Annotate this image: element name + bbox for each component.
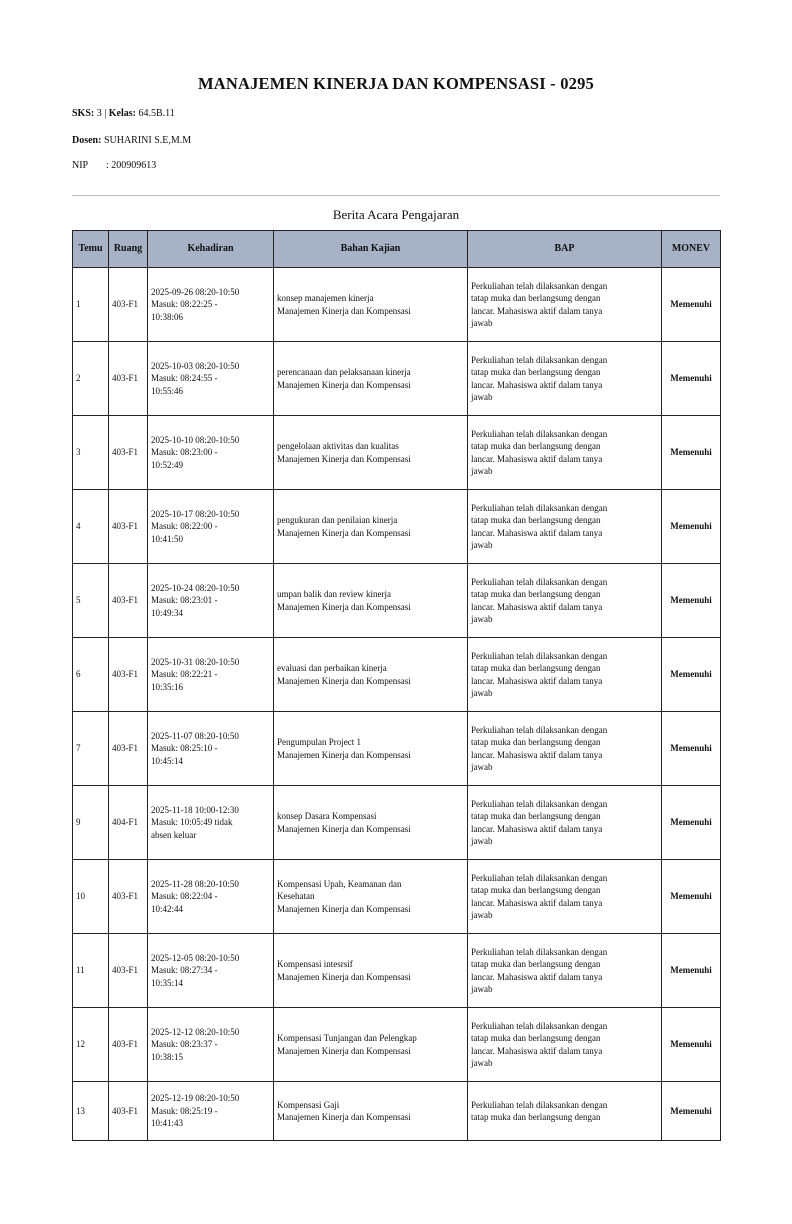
table-row	[73, 786, 721, 860]
monev-cell: Memenuhi	[662, 638, 721, 712]
ruang-cell: 404-F1	[109, 786, 148, 860]
bap-cell-line: tatap muka dan berlangsung dengan	[471, 811, 601, 821]
dosen-value: SUHARINI S.E,M.M	[103, 135, 192, 146]
bahan-kajian-cell-line: evaluasi dan perbaikan kinerja	[277, 663, 387, 673]
kehadiran-cell	[148, 1082, 274, 1141]
bap-cell-line: lancar. Mahasiswa aktif dalam tanya	[471, 897, 603, 908]
column-header-ruang: Ruang	[109, 231, 148, 268]
kehadiran-cell-line: 10:38:06	[151, 311, 184, 322]
bap-cell-line: jawab	[471, 1058, 493, 1068]
kehadiran-cell	[148, 786, 274, 860]
temu-cell: 7	[73, 712, 109, 786]
monev-cell: Memenuhi	[662, 1082, 721, 1141]
bap-cell-line: lancar. Mahasiswa aktif dalam tanya	[471, 601, 603, 612]
bap-cell-line: lancar. Mahasiswa aktif dalam tanya	[471, 379, 603, 390]
monev-cell: Memenuhi	[662, 268, 721, 342]
ruang-cell: 403-F1	[109, 416, 148, 490]
bahan-kajian-cell-line: pengukuran dan penilaian kinerja	[277, 515, 398, 525]
bap-cell-line: lancar. Mahasiswa aktif dalam tanya	[471, 453, 603, 464]
kehadiran-cell-line: Masuk: 08:27:34 -	[151, 965, 218, 976]
kehadiran-cell	[148, 934, 274, 1008]
nip-label: NIP	[72, 160, 89, 171]
bap-cell-line: lancar. Mahasiswa aktif dalam tanya	[471, 527, 603, 538]
bap-cell-line: Perkuliahan telah dilaksankan dengan	[471, 428, 608, 439]
bap-cell-line: lancar. Mahasiswa aktif dalam tanya	[471, 1045, 603, 1056]
bap-cell-line: Perkuliahan telah dilaksankan dengan	[471, 576, 608, 587]
kehadiran-cell-line: 2025-09-26 08:20-10:50	[151, 286, 240, 297]
ruang-cell: 403-F1	[109, 342, 148, 416]
bap-cell	[468, 268, 662, 342]
ruang-cell: 403-F1	[109, 712, 148, 786]
bap-cell-line: lancar. Mahasiswa aktif dalam tanya	[471, 675, 603, 686]
kelas-value: 64.5B.11	[138, 108, 175, 119]
bap-cell	[468, 342, 662, 416]
bahan-kajian-cell-line: konsep manajemen kinerja	[277, 293, 374, 303]
bap-cell-line: Perkuliahan telah dilaksankan dengan	[471, 502, 608, 513]
bap-cell-line: tatap muka dan berlangsung dengan	[471, 1033, 601, 1043]
temu-cell: 3	[73, 416, 109, 490]
kehadiran-cell-line: Masuk: 10:05:49 tidak	[151, 817, 233, 828]
nip-meta	[72, 160, 156, 171]
kehadiran-cell	[148, 860, 274, 934]
bap-cell	[468, 416, 662, 490]
bap-cell-line: tatap muka dan berlangsung dengan	[471, 885, 601, 895]
bahan-kajian-cell-line: perencanaan dan pelaksanaan kinerja	[277, 367, 411, 377]
temu-cell: 12	[73, 1008, 109, 1082]
table-row	[73, 268, 721, 342]
temu-cell: 1	[73, 268, 109, 342]
bap-cell-line: jawab	[471, 910, 493, 920]
bahan-kajian-cell-line: Kompensasi Upah, Keamanan dan	[277, 878, 402, 889]
kehadiran-cell-line: 10:52:49	[151, 459, 184, 470]
bahan-kajian-cell-line: Manajemen Kinerja dan Kompensasi	[277, 305, 411, 316]
monev-cell: Memenuhi	[662, 860, 721, 934]
temu-cell: 13	[73, 1082, 109, 1141]
kehadiran-cell-line: Masuk: 08:23:01 -	[151, 595, 218, 606]
monev-cell: Memenuhi	[662, 564, 721, 638]
kehadiran-cell-line: 2025-12-12 08:20-10:50	[151, 1026, 240, 1037]
kehadiran-cell-line: 2025-11-28 08:20-10:50	[151, 878, 239, 889]
monev-cell: Memenuhi	[662, 1008, 721, 1082]
bap-cell	[468, 712, 662, 786]
bap-cell-line: Perkuliahan telah dilaksankan dengan	[471, 872, 608, 883]
kehadiran-cell-line: 2025-12-05 08:20-10:50	[151, 952, 240, 963]
kehadiran-cell-line: 10:42:44	[151, 903, 184, 914]
table-row	[73, 416, 721, 490]
kehadiran-cell-line: 2025-11-18 10:00-12:30	[151, 804, 239, 815]
column-header-bahan-kajian: Bahan Kajian	[274, 231, 468, 268]
bap-cell-line: tatap muka dan berlangsung dengan	[471, 1112, 601, 1122]
bahan-kajian-cell	[274, 638, 468, 712]
bap-cell	[468, 860, 662, 934]
bap-cell-line: jawab	[471, 466, 493, 476]
kehadiran-cell-line: Masuk: 08:22:04 -	[151, 891, 218, 902]
bap-cell	[468, 490, 662, 564]
temu-cell: 2	[73, 342, 109, 416]
kehadiran-cell-line: Masuk: 08:24:55 -	[151, 373, 218, 384]
kehadiran-cell-line: 2025-10-03 08:20-10:50	[151, 360, 240, 371]
kehadiran-cell-line: 2025-11-07 08:20-10:50	[151, 730, 239, 741]
lecturer-meta	[72, 135, 191, 146]
kehadiran-cell	[148, 416, 274, 490]
table-row	[73, 638, 721, 712]
bap-cell-line: Perkuliahan telah dilaksankan dengan	[471, 946, 608, 957]
bahan-kajian-cell-line: Kesehatan	[277, 891, 315, 902]
kehadiran-cell-line: 10:35:16	[151, 681, 184, 692]
kehadiran-cell	[148, 490, 274, 564]
kehadiran-cell	[148, 268, 274, 342]
bahan-kajian-cell-line: Kompensasi intesrsif	[277, 959, 353, 969]
kehadiran-cell	[148, 564, 274, 638]
column-header-bap: BAP	[468, 231, 662, 268]
bap-cell	[468, 638, 662, 712]
bahan-kajian-cell	[274, 564, 468, 638]
bap-cell-line: lancar. Mahasiswa aktif dalam tanya	[471, 749, 603, 760]
kehadiran-cell-line: 10:45:14	[151, 755, 184, 766]
bap-cell-line: jawab	[471, 614, 493, 624]
temu-cell: 6	[73, 638, 109, 712]
temu-cell: 10	[73, 860, 109, 934]
monev-cell: Memenuhi	[662, 342, 721, 416]
bahan-kajian-cell-line: Manajemen Kinerja dan Kompensasi	[277, 601, 411, 612]
bap-cell-line: Perkuliahan telah dilaksankan dengan	[471, 798, 608, 809]
kehadiran-cell-line: 10:49:34	[151, 607, 184, 618]
bap-cell-line: jawab	[471, 688, 493, 698]
kehadiran-cell-line: absen keluar	[151, 829, 197, 840]
kehadiran-cell	[148, 1008, 274, 1082]
kehadiran-cell-line: Masuk: 08:22:00 -	[151, 521, 218, 532]
ruang-cell: 403-F1	[109, 860, 148, 934]
sks-value: 3	[96, 108, 102, 119]
table-row	[73, 712, 721, 786]
bahan-kajian-cell	[274, 416, 468, 490]
bahan-kajian-cell	[274, 786, 468, 860]
kehadiran-cell-line: 2025-12-19 08:20-10:50	[151, 1093, 240, 1104]
bap-cell-line: Perkuliahan telah dilaksankan dengan	[471, 280, 608, 291]
bahan-kajian-cell	[274, 712, 468, 786]
kehadiran-cell-line: Masuk: 08:25:19 -	[151, 1105, 218, 1116]
bap-cell-line: tatap muka dan berlangsung dengan	[471, 589, 601, 599]
bap-cell-line: tatap muka dan berlangsung dengan	[471, 441, 601, 451]
document-title: MANAJEMEN KINERJA DAN KOMPENSASI - 0295	[197, 74, 595, 93]
ruang-cell: 403-F1	[109, 1082, 148, 1141]
nip-value: : 200909613	[106, 160, 157, 171]
bap-cell-line: Perkuliahan telah dilaksankan dengan	[471, 724, 608, 735]
kehadiran-cell-line: Masuk: 08:23:37 -	[151, 1039, 218, 1050]
bap-cell	[468, 934, 662, 1008]
bap-cell-line: jawab	[471, 984, 493, 994]
temu-cell: 4	[73, 490, 109, 564]
ruang-cell: 403-F1	[109, 1008, 148, 1082]
monev-cell: Memenuhi	[662, 786, 721, 860]
kehadiran-cell-line: 10:41:43	[151, 1118, 184, 1129]
kehadiran-cell-line: 10:38:15	[151, 1051, 184, 1062]
bahan-kajian-cell-line: Kompensasi Gaji	[277, 1099, 340, 1110]
bap-cell	[468, 564, 662, 638]
bap-cell-line: tatap muka dan berlangsung dengan	[471, 737, 601, 747]
bahan-kajian-cell-line: Manajemen Kinerja dan Kompensasi	[277, 453, 411, 464]
bap-cell-line: jawab	[471, 540, 493, 550]
kehadiran-cell-line: 10:41:50	[151, 533, 184, 544]
kehadiran-cell-line: Masuk: 08:22:25 -	[151, 299, 218, 310]
bap-cell-line: tatap muka dan berlangsung dengan	[471, 293, 601, 303]
bap-cell-line: lancar. Mahasiswa aktif dalam tanya	[471, 305, 603, 316]
temu-cell: 11	[73, 934, 109, 1008]
bap-cell-line: tatap muka dan berlangsung dengan	[471, 663, 601, 673]
table-body	[73, 268, 721, 1141]
kehadiran-cell	[148, 712, 274, 786]
bap-cell-line: Perkuliahan telah dilaksankan dengan	[471, 1020, 608, 1031]
bap-cell-line: jawab	[471, 318, 493, 328]
bahan-kajian-cell-line: Manajemen Kinerja dan Kompensasi	[277, 823, 411, 834]
bap-cell-line: tatap muka dan berlangsung dengan	[471, 959, 601, 969]
bahan-kajian-cell-line: Manajemen Kinerja dan Kompensasi	[277, 675, 411, 686]
bahan-kajian-cell	[274, 934, 468, 1008]
bap-cell	[468, 786, 662, 860]
table-row	[73, 934, 721, 1008]
kehadiran-cell-line: Masuk: 08:25:10 -	[151, 743, 218, 754]
bap-cell-line: jawab	[471, 762, 493, 772]
bahan-kajian-cell	[274, 490, 468, 564]
kelas-label: Kelas:	[108, 108, 136, 119]
bahan-kajian-cell-line: umpan balik dan review kinerja	[277, 589, 391, 599]
teaching-report-table	[72, 230, 721, 1141]
bahan-kajian-cell-line: Manajemen Kinerja dan Kompensasi	[277, 379, 411, 390]
bap-cell	[468, 1008, 662, 1082]
table-row	[73, 564, 721, 638]
bahan-kajian-cell-line: Manajemen Kinerja dan Kompensasi	[277, 903, 411, 914]
kehadiran-cell-line: Masuk: 08:22:21 -	[151, 669, 218, 680]
bahan-kajian-cell	[274, 860, 468, 934]
table-header-row	[73, 231, 721, 268]
ruang-cell: 403-F1	[109, 268, 148, 342]
bahan-kajian-cell-line: Manajemen Kinerja dan Kompensasi	[277, 527, 411, 538]
bap-cell-line: tatap muka dan berlangsung dengan	[471, 515, 601, 525]
bap-cell-line: Perkuliahan telah dilaksankan dengan	[471, 1099, 608, 1110]
kehadiran-cell-line: Masuk: 08:23:00 -	[151, 447, 218, 458]
bap-cell-line: Perkuliahan telah dilaksankan dengan	[471, 354, 608, 365]
bap-cell-line: jawab	[471, 392, 493, 402]
bahan-kajian-cell	[274, 268, 468, 342]
kehadiran-cell-line: 2025-10-17 08:20-10:50	[151, 508, 240, 519]
bap-cell-line: lancar. Mahasiswa aktif dalam tanya	[471, 823, 603, 834]
kehadiran-cell	[148, 638, 274, 712]
bahan-kajian-cell-line: pengelolaan aktivitas dan kualitas	[277, 441, 399, 451]
bap-cell-line: lancar. Mahasiswa aktif dalam tanya	[471, 971, 603, 982]
table-row	[73, 490, 721, 564]
table-row	[73, 860, 721, 934]
bap-cell-line: Perkuliahan telah dilaksankan dengan	[471, 650, 608, 661]
bahan-kajian-cell	[274, 1082, 468, 1141]
table-row	[73, 1082, 721, 1141]
column-header-kehadiran: Kehadiran	[148, 231, 274, 268]
column-header-monev: MONEV	[662, 231, 721, 268]
temu-cell: 9	[73, 786, 109, 860]
bahan-kajian-cell-line: Manajemen Kinerja dan Kompensasi	[277, 971, 411, 982]
table-row	[73, 1008, 721, 1082]
monev-cell: Memenuhi	[662, 490, 721, 564]
column-header-temu: Temu	[73, 231, 109, 268]
section-title: Berita Acara Pengajaran	[332, 207, 460, 222]
divider	[72, 195, 720, 196]
course-meta: SKS: 3 | Kelas: 64.5B.11	[72, 108, 175, 119]
sks-label: SKS:	[72, 108, 95, 119]
kehadiran-cell-line: 10:35:14	[151, 977, 184, 988]
kehadiran-cell	[148, 342, 274, 416]
bap-cell-line: jawab	[471, 836, 493, 846]
bahan-kajian-cell-line: Kompensasi Tunjangan dan Pelengkap	[277, 1033, 417, 1043]
ruang-cell: 403-F1	[109, 934, 148, 1008]
bap-cell	[468, 1082, 662, 1141]
ruang-cell: 403-F1	[109, 564, 148, 638]
bahan-kajian-cell-line: Manajemen Kinerja dan Kompensasi	[277, 749, 411, 760]
bap-cell-line: tatap muka dan berlangsung dengan	[471, 367, 601, 377]
kehadiran-cell-line: 2025-10-24 08:20-10:50	[151, 582, 240, 593]
temu-cell: 5	[73, 564, 109, 638]
ruang-cell: 403-F1	[109, 638, 148, 712]
kehadiran-cell-line: 2025-10-10 08:20-10:50	[151, 434, 240, 445]
bahan-kajian-cell-line: Manajemen Kinerja dan Kompensasi	[277, 1112, 411, 1122]
monev-cell: Memenuhi	[662, 416, 721, 490]
bahan-kajian-cell-line: Manajemen Kinerja dan Kompensasi	[277, 1045, 411, 1056]
bahan-kajian-cell-line: konsep Dasara Kompensasi	[277, 811, 377, 821]
kehadiran-cell-line: 10:55:46	[151, 385, 184, 396]
bahan-kajian-cell	[274, 1008, 468, 1082]
monev-cell: Memenuhi	[662, 934, 721, 1008]
monev-cell: Memenuhi	[662, 712, 721, 786]
bahan-kajian-cell-line: Pengumpulan Project 1	[277, 737, 361, 747]
table-row	[73, 342, 721, 416]
dosen-label: Dosen:	[72, 135, 102, 146]
kehadiran-cell-line: 2025-10-31 08:20-10:50	[151, 656, 240, 667]
ruang-cell: 403-F1	[109, 490, 148, 564]
bahan-kajian-cell	[274, 342, 468, 416]
